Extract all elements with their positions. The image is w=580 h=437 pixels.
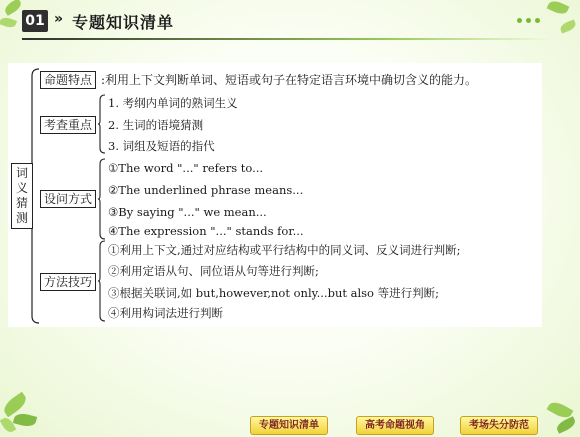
section-number-badge: 01 bbox=[22, 10, 48, 32]
brace-shewen bbox=[98, 158, 106, 240]
double-chevron-icon: » bbox=[54, 11, 64, 27]
kaocha-item: 2. 生词的语境猜测 bbox=[108, 118, 204, 132]
fangfa-item: ①利用上下文,通过对应结构或平行结构中的同义词、反义词进行判断; bbox=[108, 243, 461, 257]
shewen-item: ①The word "..." refers to... bbox=[108, 161, 264, 175]
section-header bbox=[22, 8, 552, 34]
section-title: 专题知识清单 bbox=[72, 13, 175, 32]
section-label-kaocha: 考查重点 bbox=[40, 116, 96, 134]
shewen-item: ③By saying "..." we mean... bbox=[108, 205, 267, 219]
section-label-mingti: 命题特点 bbox=[40, 71, 96, 89]
nav-button-kaochang[interactable]: 考场失分防范 bbox=[460, 416, 538, 435]
section-label-shewen: 设问方式 bbox=[40, 190, 96, 208]
shewen-item: ④The expression "..." stands for... bbox=[108, 224, 304, 238]
kaocha-item: 1. 考纲内单词的熟词生义 bbox=[108, 96, 238, 110]
shewen-item: ②The underlined phrase means... bbox=[108, 183, 304, 197]
header-divider bbox=[22, 38, 552, 40]
brace-kaocha bbox=[98, 94, 106, 154]
kaocha-item: 3. 词组及短语的指代 bbox=[108, 139, 215, 153]
fangfa-item: ③根据关联词,如 but,however,not only...but also 等进行判断; bbox=[108, 286, 440, 300]
section-label-fangfa: 方法技巧 bbox=[40, 273, 96, 291]
mingti-text: :利用上下文判断单词、短语或句子在特定语言环境中确切含义的能力。 bbox=[101, 73, 478, 87]
nav-button-zhuanti[interactable]: 专题知识清单 bbox=[250, 416, 328, 435]
fangfa-item: ④利用构词法进行判断 bbox=[108, 306, 223, 320]
root-topic-box: 词义猜测 bbox=[11, 163, 33, 229]
brace-fangfa bbox=[98, 240, 106, 322]
nav-button-gaokao[interactable]: 高考命题视角 bbox=[356, 416, 434, 435]
header-dots-decoration bbox=[513, 8, 540, 27]
fangfa-item: ②利用定语从句、同位语从句等进行判断; bbox=[108, 264, 319, 278]
